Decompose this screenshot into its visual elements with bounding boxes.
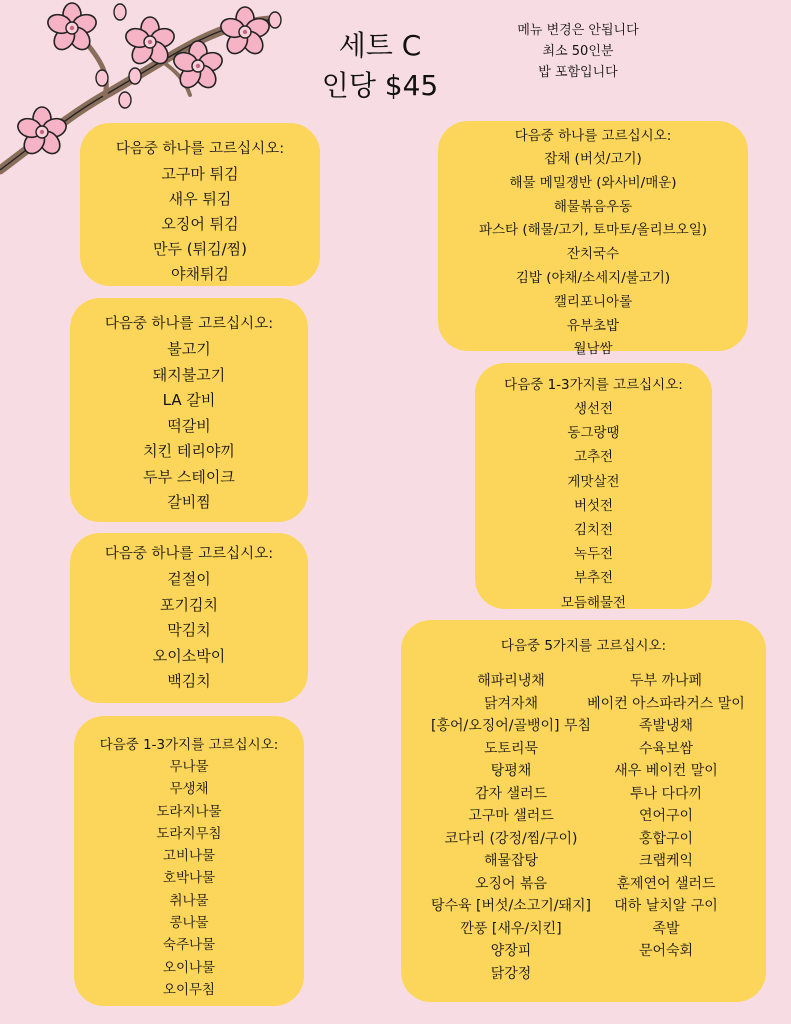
menu-item: 월남쌈 [573,341,613,358]
menu-item: 잡채 (버섯/고기) [544,151,642,167]
menu-item: 수육보쌈 [638,740,694,757]
menu-item: 숙주나물 [162,937,216,954]
notice-line: 메뉴 변경은 안됩니다 [517,23,639,38]
menu-item: 깐풍 [새우/치킨] [460,920,562,937]
menu-item: 홍합구이 [638,830,694,847]
menu-item: 대하 날치알 구이 [614,898,718,914]
menu-item: 고구마 샐러드 [468,808,554,824]
menu-item: 두부 스테이크 [143,467,235,486]
menu-item: LA 갈비 [162,391,216,409]
menu-item: 감자 샐러드 [474,785,548,802]
menu-item: 오이무침 [162,981,216,998]
menu-item: 포기김치 [160,595,218,614]
menu-item: 코다리 (강정/찜/구이) [444,830,578,847]
menu-item: 만두 (튀김/찜) [153,240,247,258]
menu-item: 해파리냉채 [477,673,545,689]
menu-item: 문어숙회 [638,943,694,959]
set-title [300,26,460,106]
box-heading: 다음중 1-3가지를 고르십시오: [99,737,279,753]
menu-item: 오징어 볶음 [474,875,548,892]
menu-item: 고추전 [573,449,614,466]
menu-item: 닭겨자채 [483,695,539,712]
box-heading: 다음중 하나를 고르십시오: [104,546,274,562]
menu-item: [홍어/오징어/골뱅이] 무침 [430,718,592,734]
menu-item: 투나 다다끼 [629,785,703,802]
box-heading: 다음중 하나를 고르십시오: [514,128,672,144]
menu-item: 김밥 (야채/소세지/불고기) [515,269,671,286]
menu-item: 도라지무침 [156,825,222,842]
menu-item: 고비나물 [162,848,216,865]
menu-item: 떡갈비 [167,416,211,435]
menu-item: 치킨 테리야끼 [143,442,235,460]
menu-item: 버섯전 [573,497,614,514]
meat-choice-box [70,298,308,522]
menu-item: 녹두전 [573,546,614,563]
menu-item: 족발냉채 [638,718,694,734]
menu-item: 도토리묵 [483,740,539,757]
menu-item: 훈제연어 샐러드 [616,875,716,892]
notice-line: 최소 50인분 [542,44,614,59]
five-choice-box [401,620,766,1002]
menu-item: 생선전 [573,401,614,417]
menu-item: 탕평채 [490,763,532,779]
fried-choice-box [80,123,320,286]
menu-item: 오징어 튀김 [161,215,239,233]
menu-item: 백김치 [167,672,211,690]
menu-item: 두부 까나페 [629,673,703,689]
menu-item: 오이나물 [162,959,216,976]
jeon-choice-box [475,363,712,609]
namul-choice-box [74,716,304,1006]
set-price: 인당 $45 [321,69,439,102]
menu-item: 갈비찜 [167,493,211,511]
box-heading: 다음중 하나를 고르십시오: [115,141,285,157]
menu-item: 새우 튀김 [168,190,232,208]
menu-item: 파스타 (해물/고기, 토마토/올리브오일) [478,222,708,239]
box-heading: 다음중 5가지를 고르십시오: [500,638,667,654]
notice-line: 밥 포함입니다 [538,65,618,80]
noodle-choice-box [438,121,748,358]
menu-item: 족발 [652,920,680,937]
menu-item: 양장피 [490,943,532,959]
menu-item: 게맛살전 [567,473,620,490]
menu-item: 불고기 [167,340,211,358]
menu-item: 돼지불고기 [152,365,226,384]
menu-item: 동그랑땡 [567,425,620,442]
menu-item: 취나물 [169,892,209,909]
menu-item: 도라지나물 [156,803,222,820]
menu-item: 탕수육 [버섯/소고기/돼지] [430,898,592,914]
box-heading: 다음중 1-3가지를 고르십시오: [504,377,683,393]
menu-item: 베이컨 아스파라거스 말이 [587,695,745,712]
menu-item: 무생채 [169,781,209,798]
menu-item: 호박나물 [162,870,216,887]
menu-item: 야채튀김 [171,265,229,283]
menu-item: 해물 메밀쟁반 (와사비/매운) [509,174,677,191]
menu-item: 콩나물 [169,915,209,932]
menu-item: 해물잡탕 [483,853,539,869]
menu-item: 새우 베이컨 말이 [614,763,718,779]
kimchi-choice-box [70,533,308,703]
menu-item: 유부초밥 [566,317,620,334]
menu-item: 김치전 [573,522,614,539]
menu-item: 오이소박이 [152,646,226,665]
order-notice [488,20,668,83]
set-name: 세트 C [338,29,422,62]
menu-item: 닭강정 [490,965,532,982]
menu-item: 캘리포니아롤 [553,293,633,310]
menu-item: 부추전 [573,570,614,587]
menu-item: 모듬해물전 [560,594,627,611]
box-heading: 다음중 하나를 고르십시오: [104,316,274,332]
menu-item: 고구마 튀김 [161,165,239,183]
menu-item: 크랩케익 [638,853,694,869]
menu-item: 겉절이 [167,570,211,588]
menu-item: 잔치국수 [566,246,620,263]
menu-item: 연어구이 [638,808,694,824]
menu-item: 해물볶음우동 [553,198,633,215]
menu-item: 무나물 [169,759,209,775]
menu-item: 막김치 [167,621,211,639]
